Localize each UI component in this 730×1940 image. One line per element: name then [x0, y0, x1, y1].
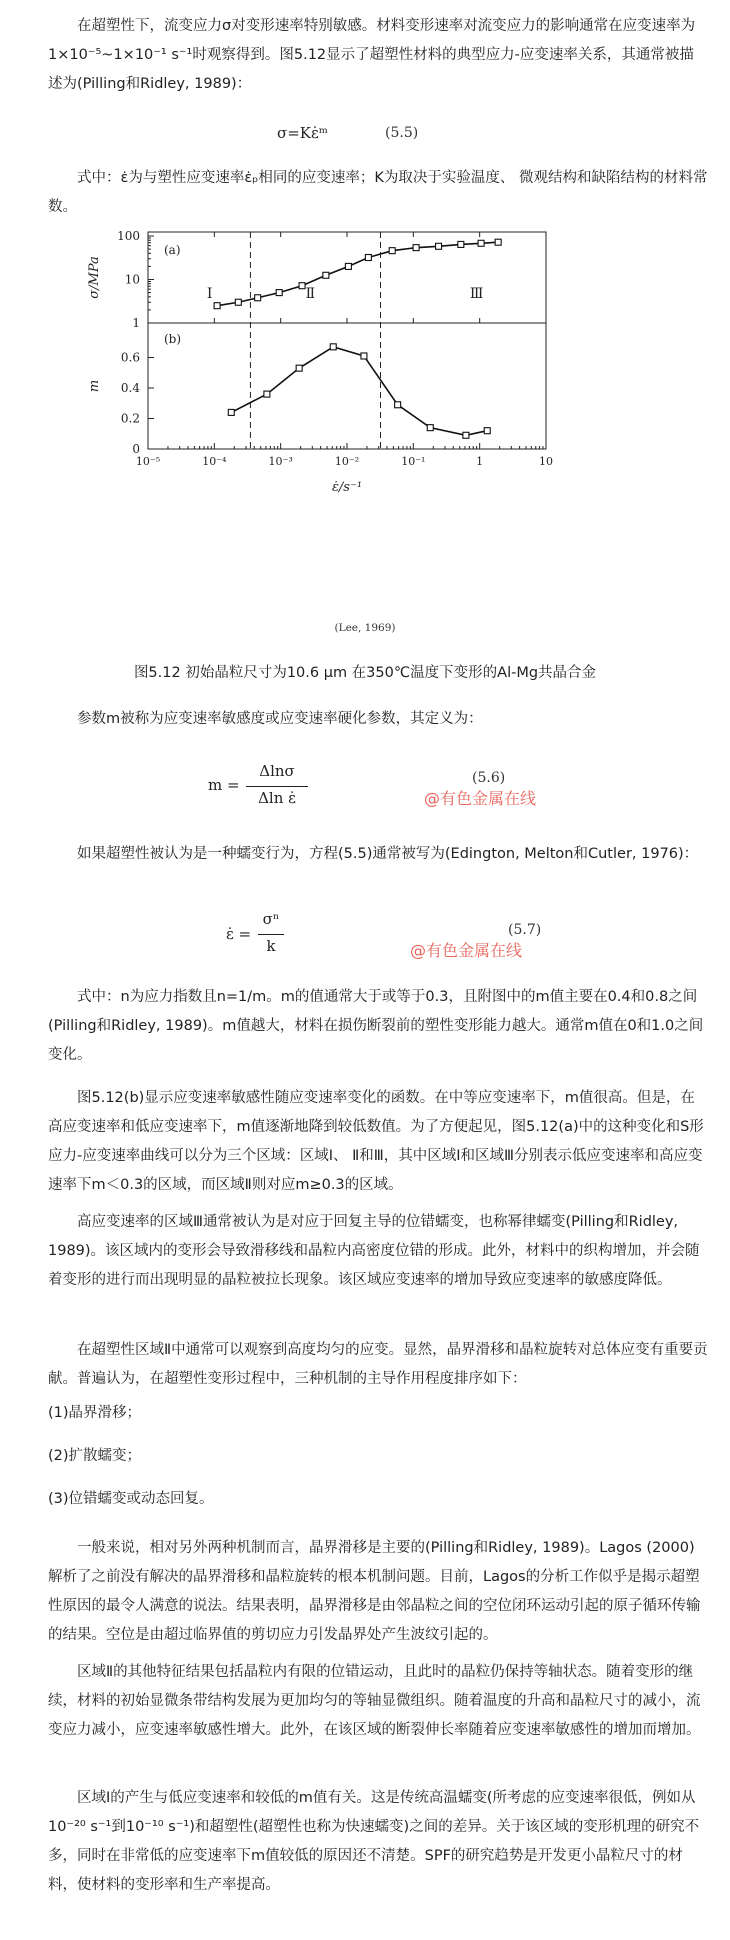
- stress-series-point: [276, 290, 282, 296]
- paragraph-regions: 图5.12(b)显示应变速率敏感性随应变速率变化的函数。在中等应变速率下，m值很高。但是，在高应变速率和低应变速率下，m值逐渐地降到较低数值。为了方便起见，图5.12(a)中的这种变化和S形应力-应变速率曲线可以分为三个区域：区域Ⅰ、 Ⅱ和Ⅲ，其中区域Ⅰ和区域Ⅲ分别表示低应变速率和高应变速率下m＜0.3的区域，而区域Ⅱ则对应m≥0.3的区域。: [48, 1090, 704, 1193]
- equation-5-6-lhs: m =: [208, 776, 240, 794]
- paragraph-region-1: 区域Ⅰ的产生与低应变速率和较低的m值有关。这是传统高温蠕变(所考虑的应变速率很低，例如从10⁻²⁰ s⁻¹到10⁻¹⁰ s⁻¹)和超塑性(超塑性也称为快速蠕变)之间的差异。关于该区域的变形机理的研究不多，同时在非常低的应变速率下m值较低的原因还不清楚。SPF的研究趋势是开发更小晶粒尺寸的材料，使材料的变形率和生产率提高。: [48, 1790, 700, 1893]
- paragraph-region-2-features: 区域Ⅱ的其他特征结果包括晶粒内有限的位错运动，且此时的晶粒仍保持等轴状态。随着变形的继续，材料的初始显微条带结构发展为更加均匀的等轴显微组织。随着温度的升高和晶粒尺寸的减小，流变应力减小，应变速率敏感性增大。此外，在该区域的断裂伸长率随着应变速率敏感性的增加而增加。: [48, 1664, 701, 1738]
- equation-5-5: σ=Kε̇ᵐ: [277, 124, 328, 142]
- x-tick-label: 1: [476, 455, 484, 468]
- m-series-point: [264, 391, 270, 397]
- list-item: (1)晶界滑移；: [48, 1405, 142, 1421]
- paragraph-intro: 在超塑性下，流变应力σ对变形速率特别敏感。材料变形速率对流变应力的影响通常在应变速率为1×10⁻⁵~1×10⁻¹ s⁻¹时观察得到。图5.12显示了超塑性材料的典型应力-应变速率关系，其通常被描述为(Pilling和Ridley, 1989)：: [48, 18, 696, 92]
- x-tick-label: 10: [539, 455, 553, 468]
- stress-series-point: [345, 263, 351, 269]
- stress-series-point: [458, 241, 464, 247]
- list-item: (2)扩散蠕变；: [48, 1448, 142, 1464]
- paragraph-region-2: 在超塑性区域Ⅱ中通常可以观察到高度均匀的应变。显然，晶界滑移和晶粒旋转对总体应变有重要贡献。普遍认为，在超塑性变形过程中，三种机制的主导作用程度排序如下：: [48, 1342, 708, 1387]
- y-tick-label: 0.6: [120, 350, 140, 365]
- fraction-bar: [258, 934, 284, 935]
- paragraph-grain-boundary: 一般来说，相对另外两种机制而言，晶界滑移是主要的(Pilling和Ridley, 1989)。Lagos (2000)解析了之前没有解决的晶界滑移和晶粒旋转的根本机制问题。目前，Lagos的分析工作似乎是揭示超塑性原因的最令人满意的说法。结果表明，晶界滑移是由邻晶粒之间的空位闭环运动引起的原子循环传输的结果。空位是由超过临界值的剪切应力引发晶界处产生波纹引起的。: [48, 1540, 701, 1643]
- figure-5-12-chart: [50, 228, 680, 618]
- equation-5-7-number: (5.7): [508, 922, 542, 938]
- m-series-point: [395, 402, 401, 408]
- stress-series-point: [389, 248, 395, 254]
- y-tick-label: 1: [132, 316, 140, 330]
- m-series-point: [463, 432, 469, 438]
- equation-5-6-number: (5.6): [472, 770, 506, 786]
- x-tick-label: 10⁻⁴: [202, 455, 227, 468]
- x-tick-label: 10⁻²: [334, 455, 360, 468]
- figure-caption: 图5.12 初始晶粒尺寸为10.6 μm 在350℃温度下变形的Al-Mg共晶合金: [133, 665, 597, 681]
- y-axis-label-m: m: [87, 379, 102, 393]
- equation-5-5-number: (5.5): [385, 125, 419, 141]
- y-axis-label-sigma: σ/MPa: [87, 256, 102, 299]
- m-series-point: [427, 425, 433, 431]
- region-label: Ⅰ: [206, 286, 213, 302]
- paragraph-region-3: 高应变速率的区域Ⅲ通常被认为是对应于回复主导的位错蠕变，也称幂律蠕变(Pilling和Ridley, 1989)。该区域内的变形会导致滑移线和晶粒内高密度位错的形成。此外，材料中的织构增加，并会随着变形的进行而出现明显的晶粒被拉长现象。该区域应变速率的增加导致应变速率的敏感度降低。: [48, 1214, 700, 1288]
- equation-5-6: [208, 764, 328, 814]
- stress-series-point: [478, 240, 484, 246]
- m-series-point: [330, 344, 336, 350]
- x-tick-label: 10⁻¹: [401, 455, 426, 468]
- region-label: Ⅱ: [305, 286, 316, 302]
- watermark: @有色金属在线: [410, 941, 523, 960]
- stress-series-point: [495, 239, 501, 245]
- y-tick-label: 10: [124, 272, 140, 287]
- stress-series-point: [413, 245, 419, 251]
- list-item: (3)位错蠕变或动态回复。: [48, 1491, 214, 1507]
- stress-series-point: [365, 255, 371, 261]
- stress-series-point: [214, 303, 220, 309]
- y-tick-label: 0.2: [120, 411, 140, 426]
- y-tick-label: 100: [117, 229, 140, 243]
- x-tick-label: 10⁻³: [268, 455, 293, 468]
- y-tick-label: 0: [132, 442, 140, 456]
- equation-5-7-lhs: ε̇ =: [226, 925, 252, 943]
- x-tick-label: 10⁻⁵: [135, 455, 161, 468]
- m-series-point: [296, 365, 302, 371]
- m-series-point: [484, 428, 490, 434]
- fraction-bar: [246, 786, 308, 787]
- panel-label-b: (b): [164, 332, 182, 346]
- x-axis-label: ε̇/s⁻¹: [331, 480, 363, 495]
- watermark: @有色金属在线: [424, 789, 537, 808]
- equation-5-7-numerator: σⁿ: [262, 910, 280, 928]
- paragraph-symbols: 式中：ε̇为与塑性应变速率ε̇ₚ相同的应变速率；K为取决于实验温度、 微观结构和缺陷结构的材料常数。: [48, 170, 708, 215]
- stress-series-point: [323, 272, 329, 278]
- equation-5-7: [226, 912, 326, 962]
- stress-series-point: [299, 283, 305, 289]
- m-series-point: [228, 409, 234, 415]
- paragraph-stress-index: 式中：n为应力指数且n=1/m。m的值通常大于或等于0.3，且附图中的m值主要在0.4和0.8之间(Pilling和Ridley, 1989)。m值越大，材料在损伤断裂前的塑性变形能力越大。通常m值在0和1.0之间变化。: [48, 989, 704, 1063]
- stress-series-point: [235, 299, 241, 305]
- figure-source: (Lee, 1969): [334, 622, 396, 634]
- stress-series-point: [436, 243, 442, 249]
- paragraph-m-definition: 参数m被称为应变速率敏感度或应变速率硬化参数，其定义为：: [77, 711, 483, 727]
- region-label: Ⅲ: [469, 286, 484, 302]
- stress-series-point: [255, 295, 261, 301]
- paragraph-creep: 如果超塑性被认为是一种蠕变行为，方程(5.5)通常被写为(Edington, Melton和Cutler, 1976)：: [77, 846, 699, 862]
- m-series-point: [361, 353, 367, 359]
- panel-label-a: (a): [164, 243, 181, 257]
- equation-5-6-numerator: Δlnσ: [259, 762, 295, 780]
- equation-5-7-denominator: k: [266, 937, 276, 955]
- y-tick-label: 0.4: [120, 381, 140, 395]
- equation-5-6-denominator: Δln ε̇: [258, 789, 296, 807]
